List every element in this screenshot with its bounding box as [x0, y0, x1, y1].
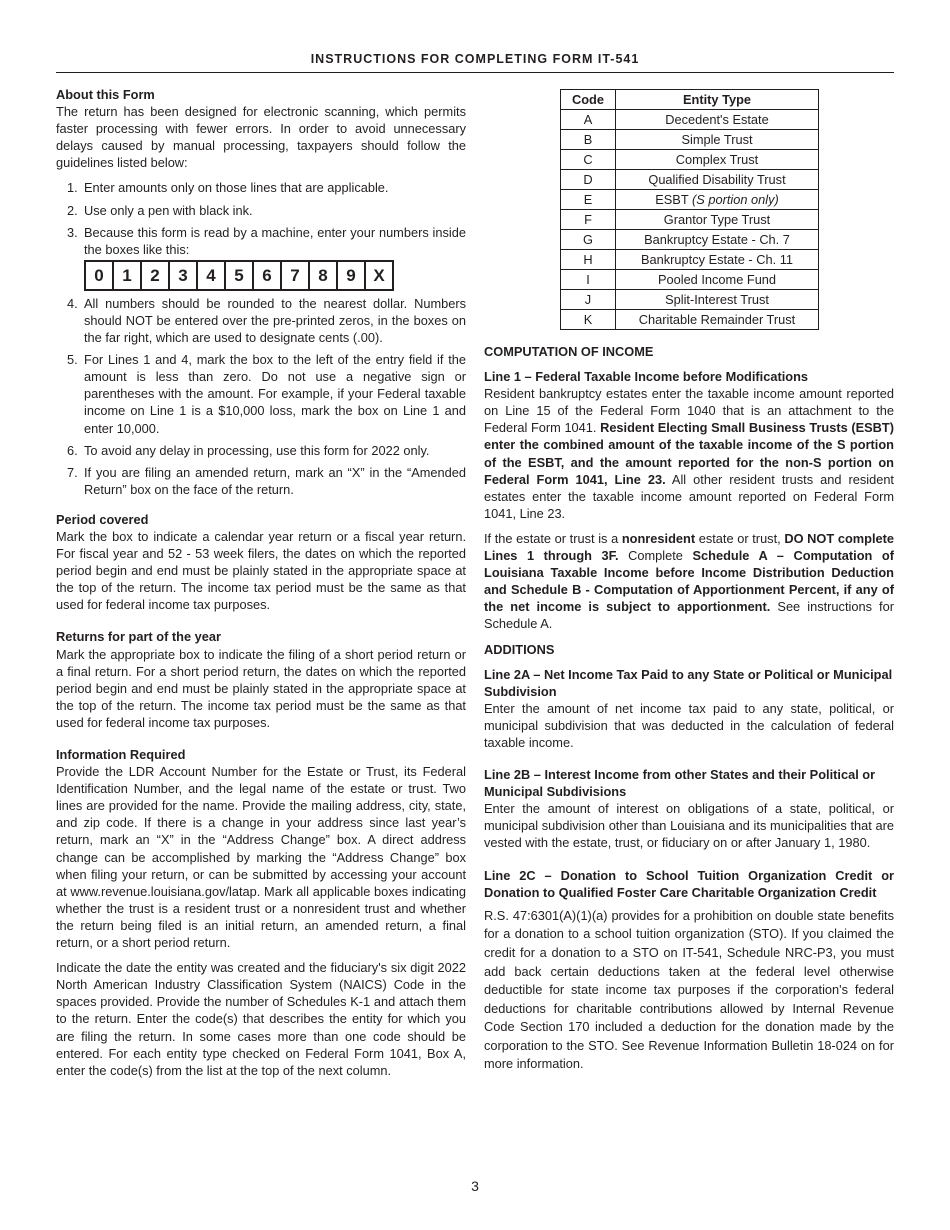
digit-boxes-example [84, 260, 394, 291]
line2a-title: Line 2A – Net Income Tax Paid to any State or Political or Municipal Subdivision [484, 666, 893, 699]
table-row: H Bankruptcy Estate - Ch. 11 [561, 250, 819, 270]
left-column [56, 86, 466, 1079]
list-item: 3. Because this form is read by a machine, enter your numbers inside the boxes like this: [67, 224, 466, 257]
digit-box: 8 [310, 262, 338, 289]
info-text-2: Indicate the date the entity was created and the fiduciary's six digit 2022 North American Industry Classification System (NAICS) Code in the spaces provided. Provide the number of Schedules K-1 and attach them to the return. Enter the code(s) that describes the entity for which you are filing the return. In some cases more than one code should be entered. For each entity type checked on Federal Form 1041, Box A, enter the code(s) from the list at the top of the next column. [56, 960, 466, 1078]
digit-box: 3 [170, 262, 198, 289]
line2b-title: Line 2B – Interest Income from other States and their Political or Municipal Subdivisions [484, 767, 876, 800]
list-item: 4. All numbers should be rounded to the nearest dollar. Numbers should NOT be entered over the pre-printed zeros, in the boxes on the far right, which are used to designate cents (.00). [67, 295, 466, 346]
header-rule [56, 72, 894, 73]
about-title: About this Form [56, 87, 155, 102]
info-title: Information Required [56, 747, 186, 762]
line2b-text: Enter the amount of interest on obligations of a state, political, or municipal subdivision other than Louisiana and its municipalities that are vested with the estate, trust, or fiduciary on or after January 1, 1980. [484, 801, 894, 851]
info-text: Provide the LDR Account Number for the Estate or Trust, its Federal Identification Number, and the legal name of the estate or trust. Two lines are provided for the name. Provide the mailing address, city, state, and zip code. If there is a change in your address since last year’s return, mark an “X” in the “Address Change” box. A direct address change can be accomplished by marking the “Address Change” box when filing your return, or can be submitted by accessing your account at www.revenue.louisiana.gov/latap. Mark all applicable boxes indicating whether the trust is a resident trust or a nonresident trust and whether the return being filed is an initial return, an amended return, a final return, or a short period return. [56, 764, 466, 951]
list-item: 2. Use only a pen with black ink. [67, 202, 253, 218]
page-header: INSTRUCTIONS FOR COMPLETING FORM IT-541 [310, 52, 640, 66]
table-row: B Simple Trust [561, 130, 819, 150]
list-item: 6. To avoid any delay in processing, use this form for 2022 only. [67, 442, 430, 458]
digit-box: 9 [338, 262, 366, 289]
list-item: 7. If you are filing an amended return, mark an “X” in the “Amended Return” box on the face of the return. [67, 464, 466, 497]
digit-box: 6 [254, 262, 282, 289]
digit-box: X [373, 265, 385, 285]
digit-box: 2 [142, 262, 170, 289]
table-row: G Bankruptcy Estate - Ch. 7 [561, 230, 819, 250]
period-text: Mark the box to indicate a calendar year return or a fiscal year return. For fiscal year and 52 - 53 week filers, the dates on which the reported period begin and end must be plainly stated in the appropriate space at the top of the return. The income tax period must be the same as that used for federal income tax purposes. [56, 528, 466, 613]
digit-box: 4 [198, 262, 226, 289]
table-row: A Decedent's Estate [561, 110, 819, 130]
list-item: 5. For Lines 1 and 4, mark the box to the left of the entry field if the amount is less than zero. Do not use a negative sign or parentheses with the amount. For example, if your Federal taxable income on Line 1 is a $10,000 loss, mark the box on Line 1 and enter 10,000. [67, 352, 466, 436]
digit-box: 5 [226, 262, 254, 289]
guidelines-list [56, 179, 466, 257]
line1-text: Resident bankruptcy estates enter the taxable income amount reported on Line 15 of the Federal Form 1040 that is an attachment to the Federal Form 1041. Resident Electing Small Business Trusts (ESBT) enter the combined amount of the taxable income of the S portion of the ESBT, and the amount reported for the non-S portion on Federal Form 1041, Line 23. All other resident trusts and resident estates enter the taxable income amount reported on Federal Form 1041, Line 23. [484, 386, 894, 521]
table-row: E ESBT (S portion only) [561, 190, 819, 210]
part-year-title: Returns for part of the year [56, 629, 221, 645]
line2c-text: R.S. 47:6301(A)(1)(a) provides for a prohibition on double state benefits for a donation to a school tuition organization (STO). If you claimed the credit for a donation to a STO on IT-541, Schedule NRC-P3, you must add back certain deductions taken at the federal level otherwise deductible for state income tax purposes if the corporation's federal deductions for charitable contributions allowed by Internal Revenue Code Section 170 included a deduction for the donation made by the corporation to the STO. See Revenue Information Bulletin 18-024 on for more information. [484, 907, 894, 1072]
line2a-text: Enter the amount of net income tax paid to any state, political, or municipal subdivision that was deducted in the calculation of federal taxable income. [484, 700, 894, 750]
right-column [484, 343, 894, 1074]
table-row: F Grantor Type Trust [561, 210, 819, 230]
line1-title: Line 1 – Federal Taxable Income before Modifications [484, 369, 809, 385]
part-year-text: Mark the appropriate box to indicate the filing of a short period return or a final return. For a short period return, the dates on which the reported period begin and end must be plainly stated in the appropriate space at the top of the return. The income tax period must be the same as that used for federal income tax purposes. [56, 646, 466, 730]
page-number: 3 [471, 1178, 479, 1194]
table-row: K Charitable Remainder Trust [561, 310, 819, 330]
column-header-entity-type: Entity Type [616, 90, 819, 110]
entity-type-table [560, 89, 819, 330]
digit-box: 7 [282, 262, 310, 289]
guidelines-list-cont [56, 295, 466, 498]
period-title: Period covered [56, 511, 149, 527]
column-header-code: Code [561, 90, 616, 110]
list-item: 1. Enter amounts only on those lines that are applicable. [67, 180, 389, 196]
digit-box: 0 [86, 262, 114, 289]
line2c-title: Line 2C – Donation to School Tuition Organization Credit or Donation to Qualified Foster Care Charitable Organization Credit [484, 867, 894, 900]
computation-title: COMPUTATION OF INCOME [484, 344, 654, 359]
table-row: D Qualified Disability Trust [561, 170, 819, 190]
additions-title: ADDITIONS [484, 641, 555, 657]
about-text: The return has been designed for electronic scanning, which permits faster processing with fewer errors. In order to avoid unnecessary delays caused by manual processing, taxpayers should follow the guidelines listed below: [56, 104, 466, 171]
table-row: J Split-Interest Trust [561, 290, 819, 310]
nonresident-text: If the estate or trust is a nonresident estate or trust, DO NOT complete Lines 1 through 3F. Complete Schedule A – Computation of Louisiana Taxable Income before Income Distribution Deduction and Schedule B - Computation of Apportionment Percent, if any of the net income is subject to apportionment. See instructions for Schedule A. [484, 530, 895, 632]
table-row: I Pooled Income Fund [561, 270, 819, 290]
digit-box: 1 [114, 262, 142, 289]
table-row: C Complex Trust [561, 150, 819, 170]
table-header-row [561, 90, 819, 110]
